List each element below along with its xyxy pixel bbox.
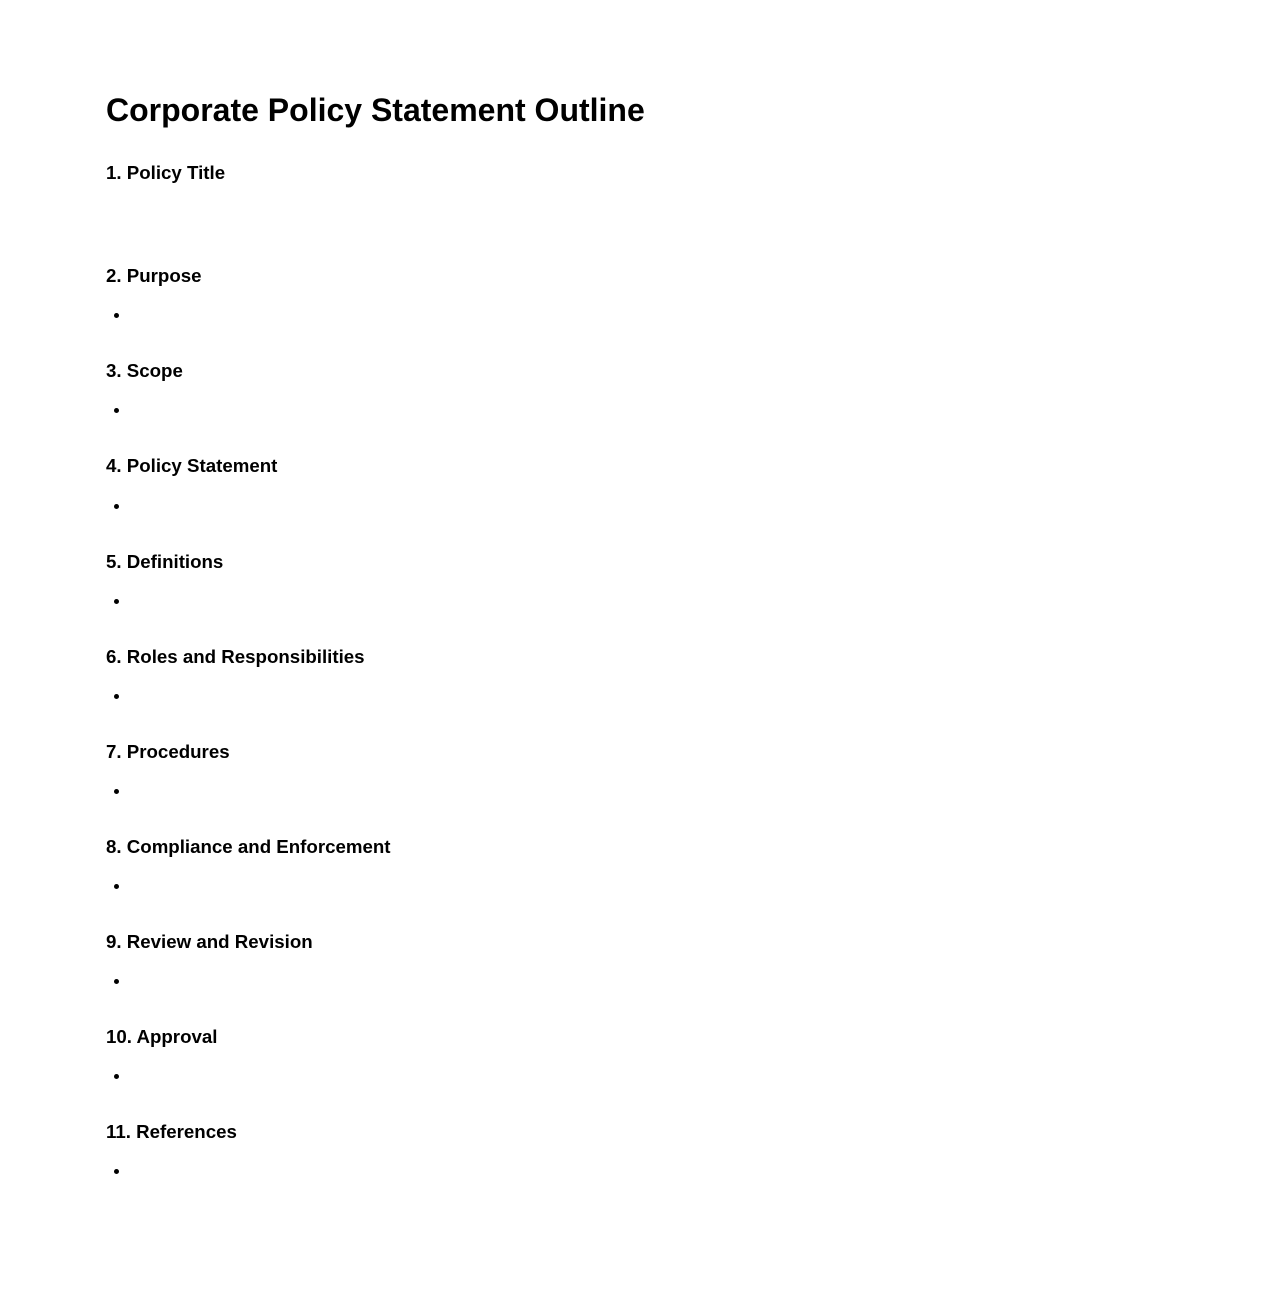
list-item bbox=[106, 687, 706, 707]
list-item bbox=[106, 877, 706, 897]
bullet-icon bbox=[114, 504, 119, 509]
list-item bbox=[106, 497, 706, 517]
list-item bbox=[106, 306, 706, 326]
bullet-icon bbox=[114, 599, 119, 604]
list-item bbox=[106, 782, 706, 802]
page-title: Corporate Policy Statement Outline bbox=[106, 92, 645, 128]
section-references bbox=[106, 1121, 237, 1143]
bullet-icon bbox=[114, 694, 119, 699]
section-policy-title bbox=[106, 162, 225, 184]
list-item bbox=[106, 972, 706, 992]
section-heading: 3. Scope bbox=[106, 360, 183, 381]
section-heading: 11. References bbox=[106, 1121, 237, 1142]
section-heading: 8. Compliance and Enforcement bbox=[106, 836, 391, 857]
bullet-icon bbox=[114, 884, 119, 889]
section-heading: 10. Approval bbox=[106, 1026, 218, 1047]
section-approval bbox=[106, 1026, 217, 1048]
section-heading: 5. Definitions bbox=[106, 551, 224, 572]
section-scope bbox=[106, 360, 183, 382]
section-heading: 1. Policy Title bbox=[106, 162, 226, 183]
bullet-icon bbox=[114, 789, 119, 794]
bullet-icon bbox=[114, 979, 119, 984]
section-review-revision bbox=[106, 931, 313, 953]
section-procedures bbox=[106, 741, 230, 763]
section-heading: 6. Roles and Responsibilities bbox=[106, 646, 365, 667]
list-item bbox=[106, 592, 706, 612]
section-heading: 7. Procedures bbox=[106, 741, 230, 762]
section-purpose bbox=[106, 265, 202, 287]
bullet-icon bbox=[114, 1074, 119, 1079]
bullet-icon bbox=[114, 313, 119, 318]
section-compliance-enforcement bbox=[106, 836, 391, 858]
section-definitions bbox=[106, 551, 223, 573]
section-policy-statement bbox=[106, 455, 277, 477]
section-heading: 2. Purpose bbox=[106, 265, 202, 286]
section-heading: 4. Policy Statement bbox=[106, 455, 278, 476]
section-heading: 9. Review and Revision bbox=[106, 931, 313, 952]
list-item bbox=[106, 1067, 706, 1087]
bullet-icon bbox=[114, 1169, 119, 1174]
bullet-icon bbox=[114, 408, 119, 413]
list-item bbox=[106, 1162, 706, 1182]
section-roles-responsibilities bbox=[106, 646, 365, 668]
list-item bbox=[106, 401, 706, 421]
